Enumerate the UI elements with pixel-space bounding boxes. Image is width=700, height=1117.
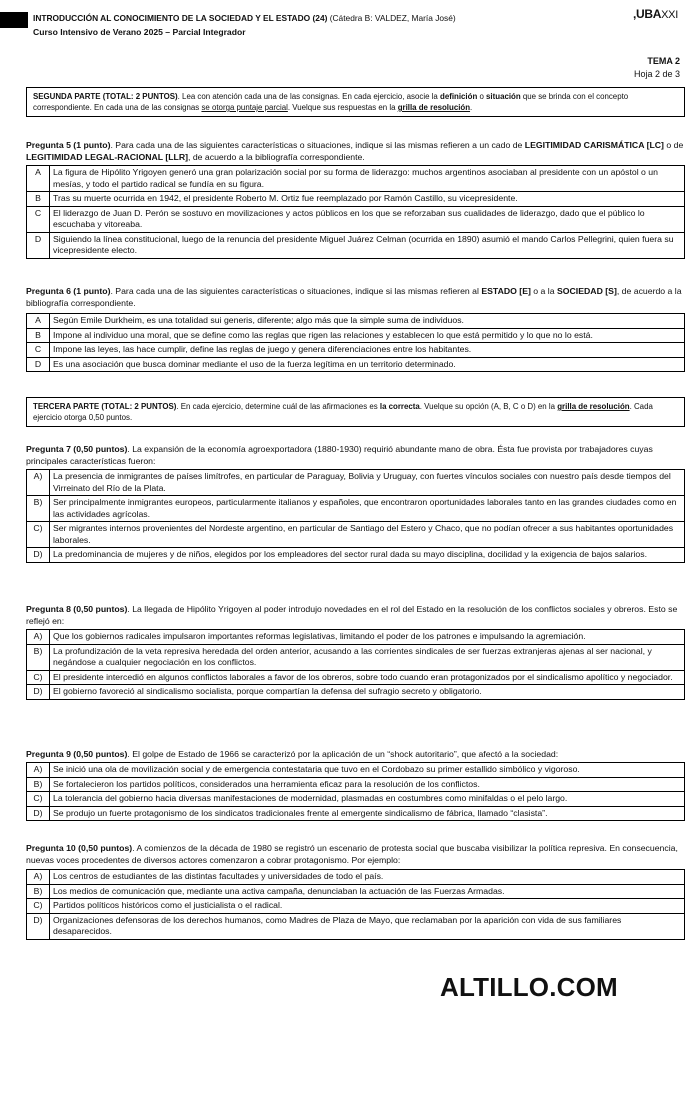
tercera-bold: TERCERA PARTE (TOTAL: 2 PUNTOS) (33, 402, 177, 411)
table-row (27, 884, 685, 899)
logo-uba: ,UBA (633, 7, 662, 21)
option-key: D) (27, 806, 50, 821)
header-black-bar (0, 12, 28, 28)
q7-options (26, 469, 685, 563)
option-text: Ser principalmente inmigrantes europeos, particularmente italianos y españoles, que encontraron oportunidades laborales tanto en las grandes ciudades como en las actividades agrícolas. (50, 496, 685, 522)
segunda-bold: SEGUNDA PARTE (TOTAL: 2 PUNTOS) (33, 92, 178, 101)
option-key: B) (27, 644, 50, 670)
segunda-underline: se otorga puntaje parcial (201, 103, 288, 112)
segunda-parte-box (26, 87, 685, 117)
option-key: C (27, 343, 50, 358)
table-row (27, 496, 685, 522)
table-row (27, 670, 685, 685)
segunda-grilla: grilla de resolución (397, 103, 471, 112)
option-text: La tolerancia del gobierno hacia diversas manifestaciones de modernidad, plasmadas en costumbres como minifaldas o el pelo largo. (50, 792, 685, 807)
q6-bold-3: SOCIEDAD [S] (556, 286, 617, 296)
segunda-text-1: . Lea con atención cada una de las consignas. En cada ejercicio, asocie la (177, 92, 440, 101)
tercera-parte-box (26, 397, 685, 427)
course-title (33, 13, 456, 23)
q5-text-2: o de (663, 140, 684, 150)
option-key: A (27, 314, 50, 329)
option-key: D) (27, 685, 50, 700)
table-row (27, 470, 685, 496)
table-row (27, 548, 685, 563)
option-key: A) (27, 470, 50, 496)
q9-title-bold: Pregunta 9 (0,50 puntos) (26, 749, 128, 759)
option-text: Es una asociación que busca dominar mediante el uso de la fuerza legítima en un territorio determinado. (50, 357, 685, 372)
table-row (27, 522, 685, 548)
option-key: A) (27, 763, 50, 778)
tercera-bold-2: la correcta (379, 402, 420, 411)
segunda-bold-2: definición (440, 92, 478, 101)
table-row (27, 166, 685, 192)
tercera-text-2: . Vuelque su opción (A, B, C o D) en la (419, 402, 558, 411)
option-text: Impone al individuo una moral, que se define como las reglas que rigen las relaciones y establecen lo que está permitido y lo que no lo está. (50, 328, 685, 343)
table-row (27, 232, 685, 258)
table-row (27, 630, 685, 645)
q7-title (26, 443, 686, 467)
option-key: A (27, 166, 50, 192)
q5-options (26, 165, 685, 259)
q9-text-1: . El golpe de Estado de 1966 se caracterizó por la aplicación de un “shock autoritario”, que afectó a la sociedad: (127, 749, 559, 759)
option-key: C) (27, 792, 50, 807)
table-row (27, 806, 685, 821)
q9-options (26, 762, 685, 821)
q6-title (26, 285, 686, 309)
q7-title-bold: Pregunta 7 (0,50 puntos) (26, 444, 128, 454)
q5-bold-2: LEGITIMIDAD CARISMÁTICA [LC] (524, 140, 664, 150)
q5-title-bold: Pregunta 5 (1 punto) (26, 140, 111, 150)
option-text: Los medios de comunicación que, mediante una activa campaña, denunciaban la actuación de las Fuerzas Armadas. (50, 884, 685, 899)
option-key: A) (27, 630, 50, 645)
table-row (27, 870, 685, 885)
table-row (27, 644, 685, 670)
table-row (27, 685, 685, 700)
option-key: B) (27, 884, 50, 899)
table-row (27, 192, 685, 207)
uba-xxi-logo (633, 7, 678, 21)
q6-text-1: . Para cada una de las siguientes características o situaciones, indique si las mismas refieren al (110, 286, 482, 296)
q8-title (26, 603, 686, 627)
table-row (27, 777, 685, 792)
tercera-text-1: . En cada ejercicio, determine cuál de las afirmaciones es (176, 402, 380, 411)
q8-text-1: . La llegada de Hipólito Yrigoyen al poder introdujo novedades en el rol del Estado en la resolución de los conflictos sociales y obreros. Esto se reflejó en: (26, 604, 678, 626)
option-text: La figura de Hipólito Yrigoyen generó una gran polarización social por su forma de liderazgo: muchos argentinos asociaban al presidente con un apóstol o un mesías, y todo el partido radical se fundía en su figura. (50, 166, 685, 192)
option-text: Siguiendo la línea constitucional, luego de la renuncia del presidente Miguel Juárez Celman (ocurrida en 1890) asumió el mando Carlos Pellegrini, quien fuera su vicepresidente electo. (50, 232, 685, 258)
q5-bold-3: LEGITIMIDAD LEGAL-RACIONAL [LLR] (26, 152, 188, 162)
q5-text-1: . Para cada una de las siguientes características o situaciones, indique si las mismas refieren a un cado de (110, 140, 525, 150)
q10-text-1: . A comienzos de la década de 1980 se registró un escenario de protesta social que buscaba visibilizar la política represiva. En consecuencia, nuevas voces procedentes de diversos actores comenzaron a cobrar protagonismo. Por ejemplo: (26, 843, 678, 865)
option-key: D (27, 357, 50, 372)
tema-label: TEMA 2 (647, 56, 680, 66)
option-key: C) (27, 522, 50, 548)
option-text: Los centros de estudiantes de las distintas facultades y universidades de todo el país. (50, 870, 685, 885)
option-key: B (27, 328, 50, 343)
option-text: El gobierno favoreció al sindicalismo socialista, porque compartían la defensa del sufragio secreto y obligatorio. (50, 685, 685, 700)
option-text: Partidos políticos históricos como el justicialista o el radical. (50, 899, 685, 914)
option-text: Se fortalecieron los partidos políticos, considerados una herramienta eficaz para la resolución de los conflictos. (50, 777, 685, 792)
table-row (27, 357, 685, 372)
option-key: C (27, 206, 50, 232)
page-indicator: Hoja 2 de 3 (633, 69, 680, 79)
option-text: El liderazgo de Juan D. Perón se sostuvo en movilizaciones y actos públicos en los que se reforzaban sus cualidades de liderazgo, dado que el público lo escuchaba y vitoreaba. (50, 206, 685, 232)
option-text: Se inició una ola de movilización social y de emergencia contestataria que tuvo en el Cordobazo su primer estallido simbólico y vigoroso. (50, 763, 685, 778)
option-text: El presidente intercedió en algunos conflictos laborales a favor de los obreros, sobre todo cuando eran protagonizados por el sindicalismo apolítico y negociador. (50, 670, 685, 685)
option-text: La presencia de inmigrantes de países limítrofes, en particular de Paraguay, Bolivia y Uruguay, con fuertes vínculos sociales con nuestro país desde tiempos del Virreinato del Río de la Plata. (50, 470, 685, 496)
table-row (27, 314, 685, 329)
table-row (27, 899, 685, 914)
q5-title (26, 139, 686, 163)
option-text: Ser migrantes internos provenientes del Nordeste argentino, en particular de Santiago del Estero y Chaco, que no podían ofrecer a sus habitantes oportunidades laborales. (50, 522, 685, 548)
option-key: D) (27, 548, 50, 563)
course-subtitle: Curso Intensivo de Verano 2025 – Parcial Integrador (33, 27, 246, 37)
option-key: B) (27, 777, 50, 792)
option-text: La predominancia de mujeres y de niños, elegidos por los empleadores del sector rural dada su mayo disciplina, docilidad y la exigencia de bajos salarios. (50, 548, 685, 563)
segunda-bold-3: situación (486, 92, 521, 101)
q9-title (26, 748, 686, 760)
option-text: Que los gobiernos radicales impulsaron importantes reformas legislativas, limitando el poder de los patrones e impulsando la agremiación. (50, 630, 685, 645)
option-text: Impone las leyes, las hace cumplir, define las reglas de juego y genera diferenciaciones entre los habitantes. (50, 343, 685, 358)
q6-title-bold: Pregunta 6 (1 punto) (26, 286, 111, 296)
table-row (27, 763, 685, 778)
course-title-rest: (Cátedra B: VALDEZ, María José) (327, 13, 456, 23)
q10-options (26, 869, 685, 940)
q6-text-2: o a la (530, 286, 557, 296)
segunda-text-4: . Vuelque sus respuestas en la (287, 103, 398, 112)
logo-xxi: XXI (661, 9, 678, 21)
table-row (27, 206, 685, 232)
q10-title (26, 842, 686, 866)
q6-bold-2: ESTADO [E] (481, 286, 531, 296)
option-text: La profundización de la veta represiva heredada del orden anterior, acusando a las corrientes sindicales de ser fuerzas extranjeras ajenas al ser nacional, y negándose a cualquier negociación en los conflictos. (50, 644, 685, 670)
option-key: D) (27, 913, 50, 939)
q8-options (26, 629, 685, 700)
option-text: Organizaciones defensoras de los derechos humanos, como Madres de Plaza de Mayo, que reclamaban por la aparición con vida de sus familiares desaparecidos. (50, 913, 685, 939)
option-key: B (27, 192, 50, 207)
q7-text-1: . La expansión de la economía agroexportadora (1880-1930) requirió abundante mano de obra. Ésta fue provista por trabajadores cuyas principales características fueron: (26, 444, 653, 466)
option-text: Se produjo un fuerte protagonismo de los sindicatos tradicionales frente al emergente sindicalismo de fábrica, llamado “clasista”. (50, 806, 685, 821)
table-row (27, 328, 685, 343)
option-key: C) (27, 899, 50, 914)
table-row (27, 343, 685, 358)
table-row (27, 792, 685, 807)
course-title-bold: INTRODUCCIÓN AL CONOCIMIENTO DE LA SOCIEDAD Y EL ESTADO (24) (33, 13, 328, 23)
tercera-grilla: grilla de resolución (557, 402, 630, 411)
q10-title-bold: Pregunta 10 (0,50 puntos) (26, 843, 133, 853)
altillo-watermark: ALTILLO.COM (440, 972, 618, 1002)
option-key: B) (27, 496, 50, 522)
q8-title-bold: Pregunta 8 (0,50 puntos) (26, 604, 128, 614)
q5-text-3: , de acuerdo a la bibliografía correspondiente. (188, 152, 365, 162)
segunda-text-5: . (470, 103, 473, 112)
option-key: A) (27, 870, 50, 885)
option-text: Tras su muerte ocurrida en 1942, el presidente Roberto M. Ortiz fue reemplazado por Ramón Castillo, su vicepresidente. (50, 192, 685, 207)
option-key: D (27, 232, 50, 258)
q6-text-3: , de acuerdo a la bibliografía correspondiente. (26, 286, 682, 308)
option-text: Según Emile Durkheim, es una totalidad sui generis, diferente; algo más que la simple suma de individuos. (50, 314, 685, 329)
segunda-text-3: que se brinda con el concepto correspondiente. En cada una de las consignas (33, 92, 629, 112)
q6-options (26, 313, 685, 372)
tercera-text-3: . Cada ejercicio otorga 0,50 puntos. (33, 402, 653, 422)
segunda-text-2: o (477, 92, 487, 101)
option-key: C) (27, 670, 50, 685)
table-row (27, 913, 685, 939)
